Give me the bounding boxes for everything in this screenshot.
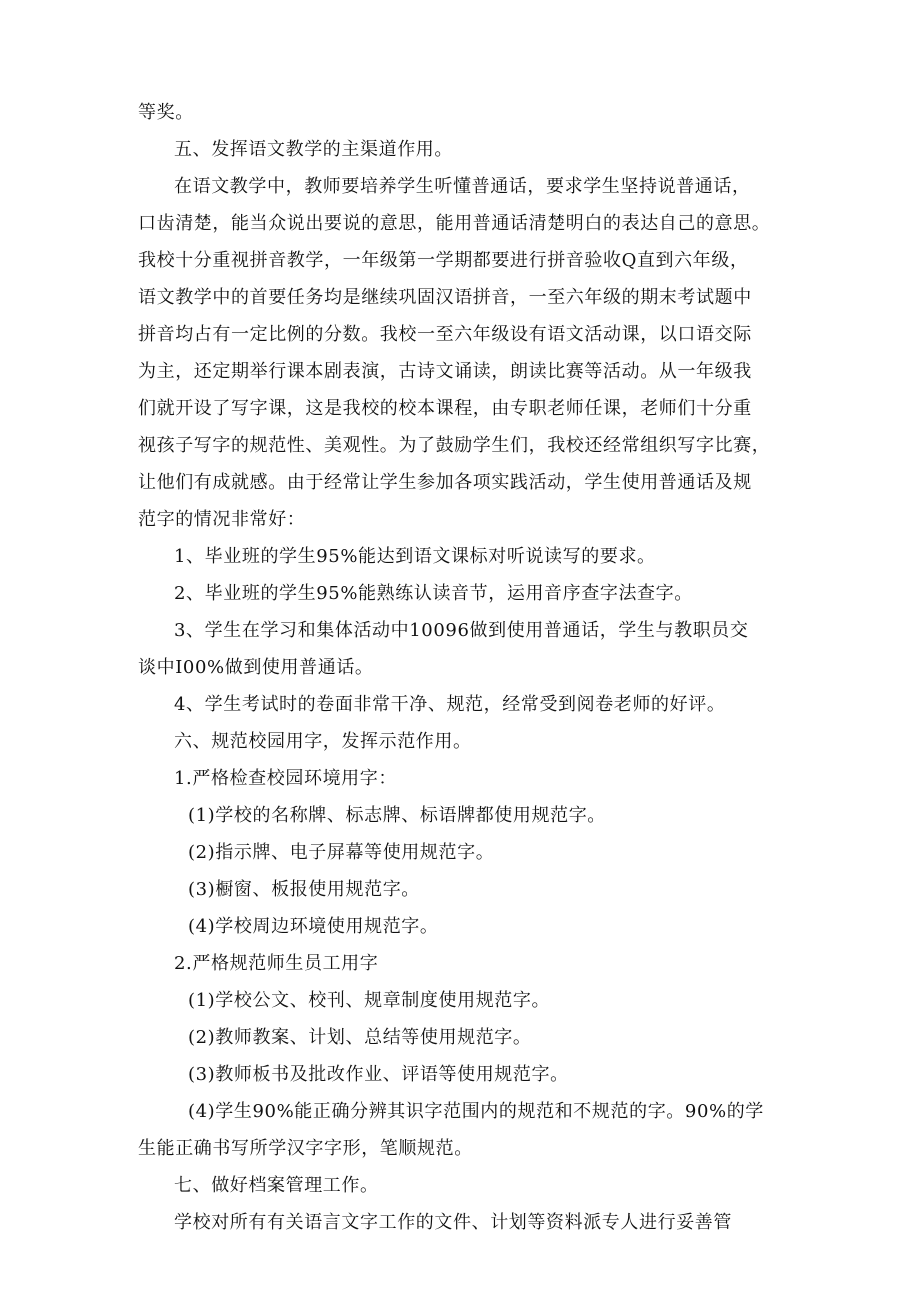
text-line: 范字的情况非常好： — [138, 509, 306, 530]
text-line: 为主，还定期举行课本剧表演，古诗文诵读，朗读比赛等活动。从一年级我 — [138, 361, 752, 382]
section-heading: 五、发挥语文教学的主渠道作用。 — [174, 139, 453, 160]
text-line: 让他们有成就感。由于经常让学生参加各项实践活动，学生使用普通话及规 — [138, 472, 752, 493]
text-line: 语文教学中的首要任务均是继续巩固汉语拼音，一至六年级的期末考试题中 — [138, 287, 752, 308]
section-heading: 七、做好档案管理工作。 — [174, 1175, 379, 1196]
list-item: (1)学校的名称牌、标志牌、标语牌都使用规范字。 — [188, 805, 606, 826]
list-item: (2)教师教案、计划、总结等使用规范字。 — [188, 1027, 532, 1048]
text-line: 拼音均占有一定比例的分数。我校一至六年级设有语文活动课，以口语交际 — [138, 324, 752, 345]
subsection-heading: 2.严格规范师生员工用字 — [174, 953, 379, 974]
text-line: 等奖。 — [138, 102, 194, 123]
list-item: 1、毕业班的学生95%能达到语文课标对听说读写的要求。 — [174, 546, 656, 567]
document-page — [138, 100, 798, 1247]
text-line: 在语文教学中，教师要培养学生听懂普通话，要求学生坚持说普通话， — [174, 176, 751, 197]
list-item: 2、毕业班的学生95%能熟练认读音节，运用音序查字法查字。 — [174, 583, 693, 604]
text-line: 学校对所有有关语言文字工作的文件、计划等资料派专人进行妥善管 — [174, 1212, 732, 1233]
list-item: (2)指示牌、电子屏幕等使用规范字。 — [188, 842, 495, 863]
text-line: 们就开设了写字课，这是我校的校本课程，由专职老师任课，老师们十分重 — [138, 398, 752, 419]
list-item: 4、学生考试时的卷面非常干净、规范，经常受到阅卷老师的好评。 — [174, 694, 726, 715]
text-line: 视孩子写字的规范性、美观性。为了鼓励学生们，我校还经常组织写字比赛， — [138, 435, 771, 456]
list-item: (4)学生90%能正确分辨其识字范围内的规范和不规范的字。90%的学 — [188, 1101, 764, 1122]
list-item: (4)学校周边环境使用规范字。 — [188, 916, 439, 937]
list-item: (3)教师板书及批改作业、评语等使用规范字。 — [188, 1064, 569, 1085]
text-line: 生能正确书写所学汉字字形，笔顺规范。 — [138, 1138, 473, 1159]
list-item: (3)橱窗、板报使用规范字。 — [188, 879, 420, 900]
text-line: 口齿清楚，能当众说出要说的意思，能用普通话清楚明白的表达自己的意思。 — [138, 213, 771, 234]
list-item: (1)学校公文、校刊、规章制度使用规范字。 — [188, 990, 551, 1011]
text-line: 我校十分重视拼音教学，一年级第一学期都要进行拼音验收Q直到六年级， — [138, 250, 749, 271]
text-line: 谈中I00%做到使用普通话。 — [138, 657, 374, 678]
section-heading: 六、规范校园用字，发挥示范作用。 — [174, 731, 472, 752]
subsection-heading: 1.严格检查校园环境用字： — [174, 768, 397, 789]
list-item: 3、学生在学习和集体活动中10096做到使用普通话，学生与教职员交 — [174, 620, 749, 641]
